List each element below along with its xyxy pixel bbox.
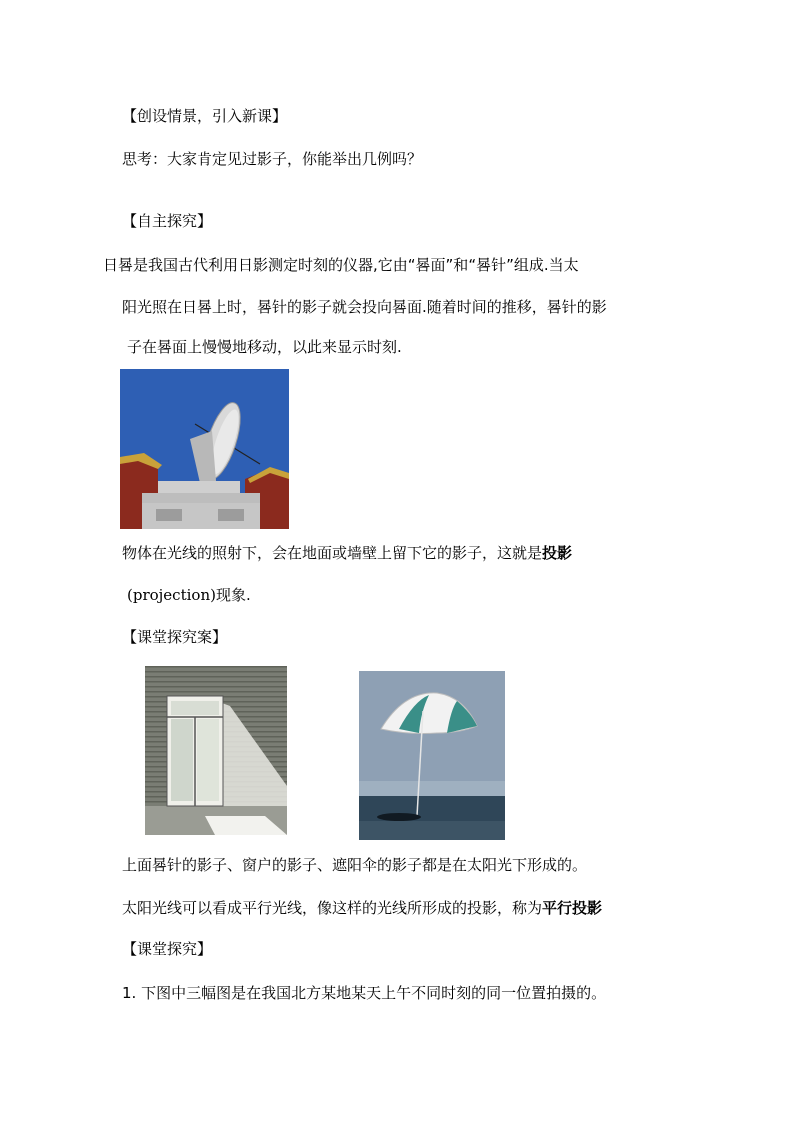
projection-line1 bbox=[122, 543, 572, 563]
parallel-line2 bbox=[122, 898, 602, 918]
umbrella-shadow-photo bbox=[359, 671, 505, 840]
sundial-text-line3: 子在晷面上慢慢地移动，以此来显示时刻. bbox=[127, 338, 402, 356]
question-1-number: 1. bbox=[122, 984, 137, 1002]
parallel-line2-text: 太阳光线可以看成平行光线，像这样的光线所形成的投影，称为 bbox=[122, 899, 543, 917]
projection-term: 投影 bbox=[542, 544, 573, 562]
projection-line2-text: 现象. bbox=[215, 586, 251, 604]
projection-english-term: (projection) bbox=[127, 586, 216, 604]
parallel-line1: 上面晷针的影子、窗户的影子、遮阳伞的影子都是在太阳光下形成的。 bbox=[122, 856, 588, 874]
sundial-text-line1: 日晷是我国古代利用日影测定时刻的仪器,它由“晷面”和“晷针”组成.当太 bbox=[103, 256, 579, 274]
projection-line1-text: 物体在光线的照射下，会在地面或墙壁上留下它的影子，这就是 bbox=[122, 544, 543, 562]
section-heading-class-explore: 【课堂探究】 bbox=[122, 940, 213, 958]
parallel-projection-term: 平行投影 bbox=[542, 899, 603, 917]
question-1 bbox=[122, 983, 606, 1003]
section-heading-explore: 【自主探究】 bbox=[122, 212, 213, 230]
window-shadow-photo bbox=[145, 666, 287, 835]
sundial-photo bbox=[120, 369, 289, 529]
projection-line2 bbox=[127, 585, 251, 605]
section-heading-class-case: 【课堂探究案】 bbox=[122, 628, 228, 646]
question-1-text: 下图中三幅图是在我国北方某地某天上午不同时刻的同一位置拍摄的。 bbox=[141, 984, 607, 1002]
sundial-text-line2: 阳光照在日晷上时，晷针的影子就会投向晷面.随着时间的推移，晷针的影 bbox=[122, 298, 607, 316]
intro-question: 思考：大家肯定见过影子，你能举出几例吗？ bbox=[122, 150, 423, 168]
section-heading-intro: 【创设情景，引入新课】 bbox=[122, 107, 288, 125]
